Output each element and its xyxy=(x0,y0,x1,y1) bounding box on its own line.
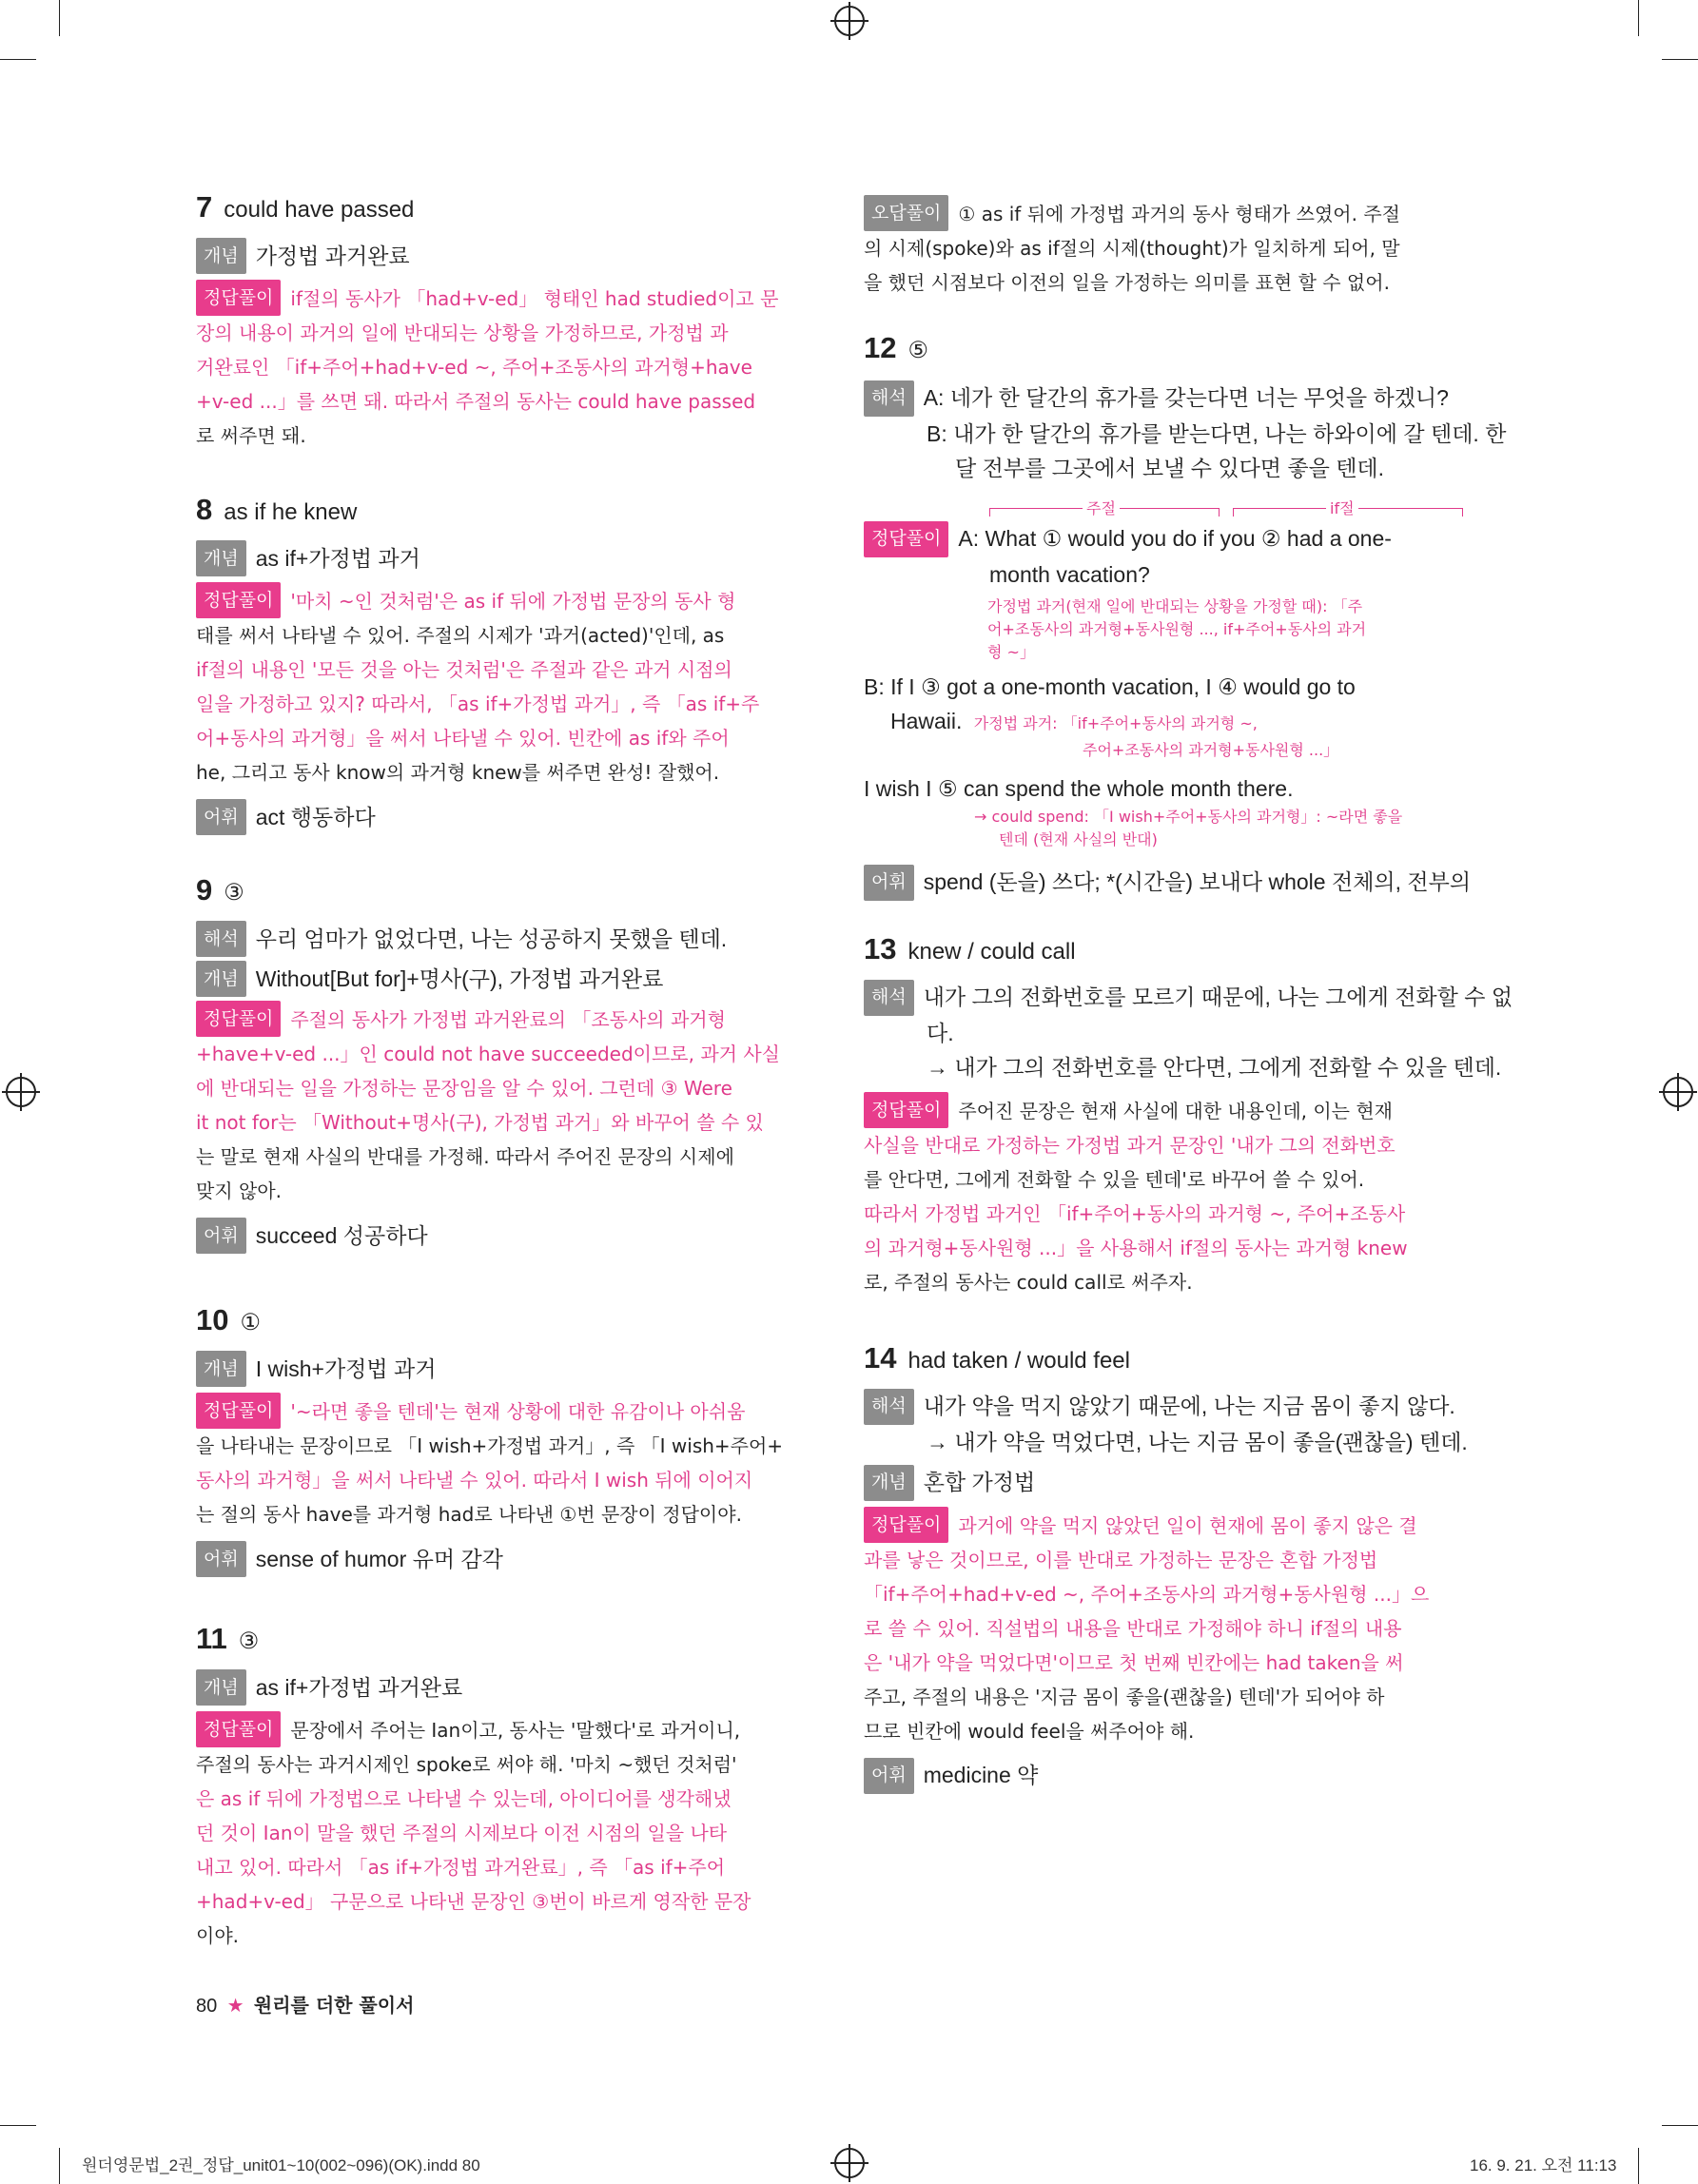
explanation-line: he, 그리고 동사 know의 과거형 knew를 써주면 완성! 잘했어. xyxy=(196,761,720,784)
question-7 xyxy=(196,190,805,453)
grammar-note: → could spend: 「I wish+주어+동사의 과거형」: ~라면 좋을 xyxy=(974,808,1403,826)
grammar-note: 텐데 (현재 사실의 반대) xyxy=(999,830,1158,848)
vocab-label: 어휘 xyxy=(196,1541,246,1577)
if-clause-label: if절 xyxy=(1326,497,1358,518)
explanation-line: 에 반대되는 일을 가정하는 문장임을 알 수 있어. 그런데 ③ Were xyxy=(196,1077,732,1100)
translation-line: 다. xyxy=(927,1021,954,1045)
vocab-text: spend (돈을) 쓰다; *(시간을) 보내다 whole 전체의, 전부의 xyxy=(923,869,1472,894)
explanation-line: if절의 내용인 '모든 것을 아는 것처럼'은 주절과 같은 과거 시점의 xyxy=(196,658,732,681)
answer: ③ xyxy=(238,1628,260,1654)
explanation-line: 거완료인 「if+주어+had+v-ed ~, 주어+조동사의 과거형+have xyxy=(196,356,752,379)
translation-label: 해석 xyxy=(196,921,246,957)
crop-mark xyxy=(59,2148,60,2184)
explanation-line: 을 나타내는 문장이므로 「I wish+가정법 과거」, 즉 「I wish+주어+ xyxy=(196,1434,784,1457)
grammar-note: 가정법 과거: 「if+주어+동사의 과거형 ~, xyxy=(973,714,1258,732)
concept-label: 개념 xyxy=(196,1351,246,1387)
answer: as if he knew xyxy=(224,499,358,525)
concept-label: 개념 xyxy=(196,238,246,274)
explanation-line: 태를 써서 나타낼 수 있어. 주절의 시제가 '과거(acted)'인데, as xyxy=(196,624,725,647)
explanation-line: +had+v-ed」 구문으로 나타낸 문장인 ③번이 바르게 영작한 문장 xyxy=(196,1890,751,1913)
explanation-label: 정답풀이 xyxy=(196,280,281,316)
explanation-label: 정답풀이 xyxy=(864,1092,948,1128)
explanation-line: 문장에서 주어는 Ian이고, 동사는 '말했다'로 과거이니, xyxy=(290,1719,741,1742)
explanation-line: 동사의 과거형」을 써서 나타낼 수 있어. 따라서 I wish 뒤에 이어지 xyxy=(196,1469,753,1492)
question-number: 12 xyxy=(864,331,897,364)
registration-mark-top xyxy=(834,6,865,36)
explanation-line: if절의 동사가 「had+v-ed」 형태인 had studied이고 문 xyxy=(290,287,779,310)
answer: could have passed xyxy=(224,197,415,223)
question-number: 10 xyxy=(196,1303,229,1336)
explanation-line: +have+v-ed ...」인 could not have succeeded이므로, 과거 사실 xyxy=(196,1043,780,1065)
explanation-line: 은 as if 뒤에 가정법으로 나타낼 수 있는데, 아이디어를 생각해냈 xyxy=(196,1787,732,1810)
translation-line: → 내가 그의 전화번호를 안다면, 그에게 전화할 수 있을 텐데. xyxy=(927,1055,1502,1080)
answer: ⑤ xyxy=(908,338,928,363)
question-number: 9 xyxy=(196,873,213,907)
explanation-line: 사실을 반대로 가정하는 가정법 과거 문장인 '내가 그의 전화번호 xyxy=(864,1134,1395,1157)
concept-label: 개념 xyxy=(196,540,246,576)
explanation-label: 정답풀이 xyxy=(864,521,948,557)
translation-text: 우리 엄마가 없었다면, 나는 성공하지 못했을 텐데. xyxy=(255,926,728,951)
crop-mark xyxy=(1662,2125,1698,2126)
explanation-line: it not for는 「Without+명사(구), 가정법 과거」와 바꾸어 쓸 수 있 xyxy=(196,1111,764,1134)
translation-label: 해석 xyxy=(864,1389,914,1425)
slug-file: 원더영문법_2권_정답_unit01~10(002~096)(OK).indd 80 xyxy=(82,2156,480,2174)
explanation-line: 는 말로 현재 사실의 반대를 가정해. 따라서 주어진 문장의 시제에 xyxy=(196,1145,734,1168)
vocab-text: succeed 성공하다 xyxy=(255,1223,428,1248)
concept-label: 개념 xyxy=(196,961,246,997)
translation-label: 해석 xyxy=(864,980,914,1016)
explanation-line: 내고 있어. 따라서 「as if+가정법 과거완료」, 즉 「as if+주어 xyxy=(196,1856,726,1879)
explanation-label: 정답풀이 xyxy=(196,582,281,618)
question-number: 8 xyxy=(196,493,213,526)
vocab-text: act 행동하다 xyxy=(255,805,376,829)
answer: ③ xyxy=(224,880,244,906)
vocab-text: sense of humor 유머 감각 xyxy=(255,1547,503,1571)
translation-line: 내가 약을 먹지 않았기 때문에, 나는 지금 몸이 좋지 않다. xyxy=(923,1394,1455,1418)
wrong-answer-line: ① as if 뒤에 가정법 과거의 동사 형태가 쓰였어. 주절 xyxy=(958,203,1400,225)
explanation-line: 주고, 주절의 내용은 '지금 몸이 좋을(괜찮을) 텐데'가 되어야 하 xyxy=(864,1686,1385,1708)
grammar-note: 어+조동사의 과거형+동사원형 ..., if+주어+동사의 과거 xyxy=(987,620,1367,638)
question-10 xyxy=(196,1303,805,1577)
explanation-line: 므로 빈칸에 would feel을 써주어야 해. xyxy=(864,1720,1195,1743)
explanation-line: 를 안다면, 그에게 전화할 수 있을 텐데'로 바꾸어 쓸 수 있어. xyxy=(864,1168,1365,1191)
vocab-label: 어휘 xyxy=(864,865,914,901)
explanation-label: 정답풀이 xyxy=(864,1507,948,1543)
wrong-answer-line: 의 시제(spoke)와 as if절의 시제(thought)가 일치하게 되어, 말 xyxy=(864,237,1400,260)
concept-label: 개념 xyxy=(196,1669,246,1706)
explanation-line: 주어진 문장은 현재 사실에 대한 내용인데, 이는 현재 xyxy=(958,1100,1394,1122)
registration-mark-bottom xyxy=(834,2148,865,2178)
grammar-note: 형 ~」 xyxy=(987,643,1035,661)
explanation-line: 의 과거형+동사원형 ...」을 사용해서 if절의 동사는 과거형 knew xyxy=(864,1237,1408,1259)
explanation-line: 로, 주절의 동사는 could call로 써주자. xyxy=(864,1271,1193,1294)
explanation-line: 일을 가정하고 있지? 따라서, 「as if+가정법 과거」, 즉 「as if+주 xyxy=(196,692,760,715)
main-clause-label: 주절 xyxy=(1083,497,1120,518)
grammar-note: 주어+조동사의 과거형+동사원형 ...」 xyxy=(1083,741,1339,759)
explanation-line: 는 절의 동사 have를 과거형 had로 나타낸 ①번 문장이 정답이야. xyxy=(196,1503,742,1526)
explanation-line: 과를 낳은 것이므로, 이를 반대로 가정하는 문장은 혼합 가정법 xyxy=(864,1549,1378,1571)
translation-label: 해석 xyxy=(864,380,914,417)
answer: had taken / would feel xyxy=(908,1348,1130,1374)
explanation-label: 정답풀이 xyxy=(196,1001,281,1037)
explanation-line: 주절의 동사가 가정법 과거완료의 「조동사의 과거형 xyxy=(290,1008,726,1031)
registration-mark-right xyxy=(1663,1077,1693,1107)
explanation-line: '마치 ~인 것처럼'은 as if 뒤에 가정법 문장의 동사 형 xyxy=(290,590,736,613)
question-8 xyxy=(196,493,805,835)
crop-mark xyxy=(1638,0,1639,36)
dialogue-a-line: A: What ① would you do if you ② had a one- xyxy=(958,526,1392,551)
explanation-line: 로 쓸 수 있어. 직설법의 내용을 반대로 가정해야 하니 if절의 내용 xyxy=(864,1617,1402,1640)
dialogue-b-line: Hawaii. xyxy=(890,709,963,733)
page-footer xyxy=(196,1990,414,2018)
dialogue-b-line: B: If I ③ got a one-month vacation, I ④ would go to xyxy=(864,674,1356,699)
translation-line: → 내가 약을 먹었다면, 나는 지금 몸이 좋을(괜찮을) 텐데. xyxy=(927,1430,1468,1454)
book-title: 원리를 더한 풀이서 xyxy=(253,1994,415,2017)
explanation-line: 던 것이 Ian이 말을 했던 주절의 시제보다 이전 시점의 일을 나타 xyxy=(196,1822,728,1844)
question-11 xyxy=(196,1622,805,1953)
slug-date: 16. 9. 21. 오전 11:13 xyxy=(1470,2156,1617,2174)
explanation-line: +v-ed ...」를 쓰면 돼. 따라서 주절의 동사는 could have passed xyxy=(196,390,756,413)
answer: ① xyxy=(240,1310,261,1336)
crop-mark xyxy=(59,0,60,36)
explanation-line: 어+동사의 과거형」을 써서 나타낼 수 있어. 빈칸에 as if와 주어 xyxy=(196,727,730,750)
question-number: 13 xyxy=(864,932,897,965)
concept-text: as if+가정법 과거 xyxy=(255,546,420,571)
translation-line: B: 내가 한 달간의 휴가를 받는다면, 나는 하와이에 갈 텐데. 한 xyxy=(927,421,1507,446)
vocab-label: 어휘 xyxy=(864,1758,914,1794)
explanation-line: '~라면 좋을 텐데'는 현재 상황에 대한 유감이나 아쉬움 xyxy=(290,1400,746,1423)
wrong-answer-label: 오답풀이 xyxy=(864,195,948,231)
question-number: 14 xyxy=(864,1341,897,1375)
translation-line: A: 네가 한 달간의 휴가를 갖는다면 너는 무엇을 하겠니? xyxy=(923,385,1449,410)
question-14 xyxy=(864,1341,1482,1794)
question-number: 7 xyxy=(196,190,213,224)
explanation-line: 장의 내용이 과거의 일에 반대되는 상황을 가정하므로, 가정법 과 xyxy=(196,322,729,344)
crop-mark xyxy=(0,2125,36,2126)
concept-text: 혼합 가정법 xyxy=(923,1470,1036,1494)
star-icon: ★ xyxy=(226,1994,244,2017)
explanation-line: 따라서 가정법 과거인 「if+주어+동사의 과거형 ~, 주어+조동사 xyxy=(864,1202,1406,1225)
concept-label: 개념 xyxy=(864,1465,914,1501)
question-number: 11 xyxy=(196,1622,227,1655)
explanation-label: 정답풀이 xyxy=(196,1393,281,1429)
explanation-line: 과거에 약을 먹지 않았던 일이 현재에 몸이 좋지 않은 결 xyxy=(958,1514,1417,1537)
concept-text: Without[But for]+명사(구), 가정법 과거완료 xyxy=(255,966,664,991)
crop-mark xyxy=(0,59,36,60)
vocab-text: medicine 약 xyxy=(923,1763,1039,1787)
registration-mark-left xyxy=(6,1077,36,1107)
explanation-label: 정답풀이 xyxy=(196,1711,281,1747)
page-number: 80 xyxy=(196,1996,218,2017)
wrong-answer-line: 을 했던 시점보다 이전의 일을 가정하는 의미를 표현 할 수 없어. xyxy=(864,271,1390,294)
explanation-line: 은 '내가 약을 먹었다면'이므로 첫 번째 빈칸에는 had taken을 써 xyxy=(864,1651,1404,1674)
question-12 xyxy=(864,331,1507,901)
explanation-line: 이야. xyxy=(196,1924,239,1947)
dialogue-a-line: month vacation? xyxy=(989,562,1150,587)
vocab-label: 어휘 xyxy=(196,799,246,835)
crop-mark xyxy=(1638,2148,1639,2184)
explanation-line: 「if+주어+had+v-ed ~, 주어+조동사의 과거형+동사원형 ...」으 xyxy=(864,1583,1430,1606)
answer: knew / could call xyxy=(908,939,1076,965)
question-13 xyxy=(864,932,1513,1299)
explanation-line: 맞지 않아. xyxy=(196,1180,282,1202)
vocab-label: 어휘 xyxy=(196,1218,246,1254)
concept-text: as if+가정법 과거완료 xyxy=(255,1675,463,1700)
concept-text: 가정법 과거완료 xyxy=(255,244,410,268)
question-9 xyxy=(196,873,805,1254)
translation-line: 내가 그의 전화번호를 모르기 때문에, 나는 그에게 전화할 수 없 xyxy=(923,985,1513,1009)
concept-text: I wish+가정법 과거 xyxy=(255,1356,437,1381)
q11-wrong-answer xyxy=(864,195,1482,300)
explanation-line: 로 써주면 돼. xyxy=(196,424,306,447)
explanation-line: 주절의 동사는 과거시제인 spoke로 써야 해. '마치 ~했던 것처럼' xyxy=(196,1753,737,1776)
dialogue-c-line: I wish I ⑤ can spend the whole month there. xyxy=(864,776,1294,801)
grammar-note: 가정법 과거(현재 일에 반대되는 상황을 가정할 때): 「주 xyxy=(987,597,1363,615)
translation-line: 달 전부를 그곳에서 보낼 수 있다면 좋을 텐데. xyxy=(955,456,1385,480)
crop-mark xyxy=(1662,59,1698,60)
